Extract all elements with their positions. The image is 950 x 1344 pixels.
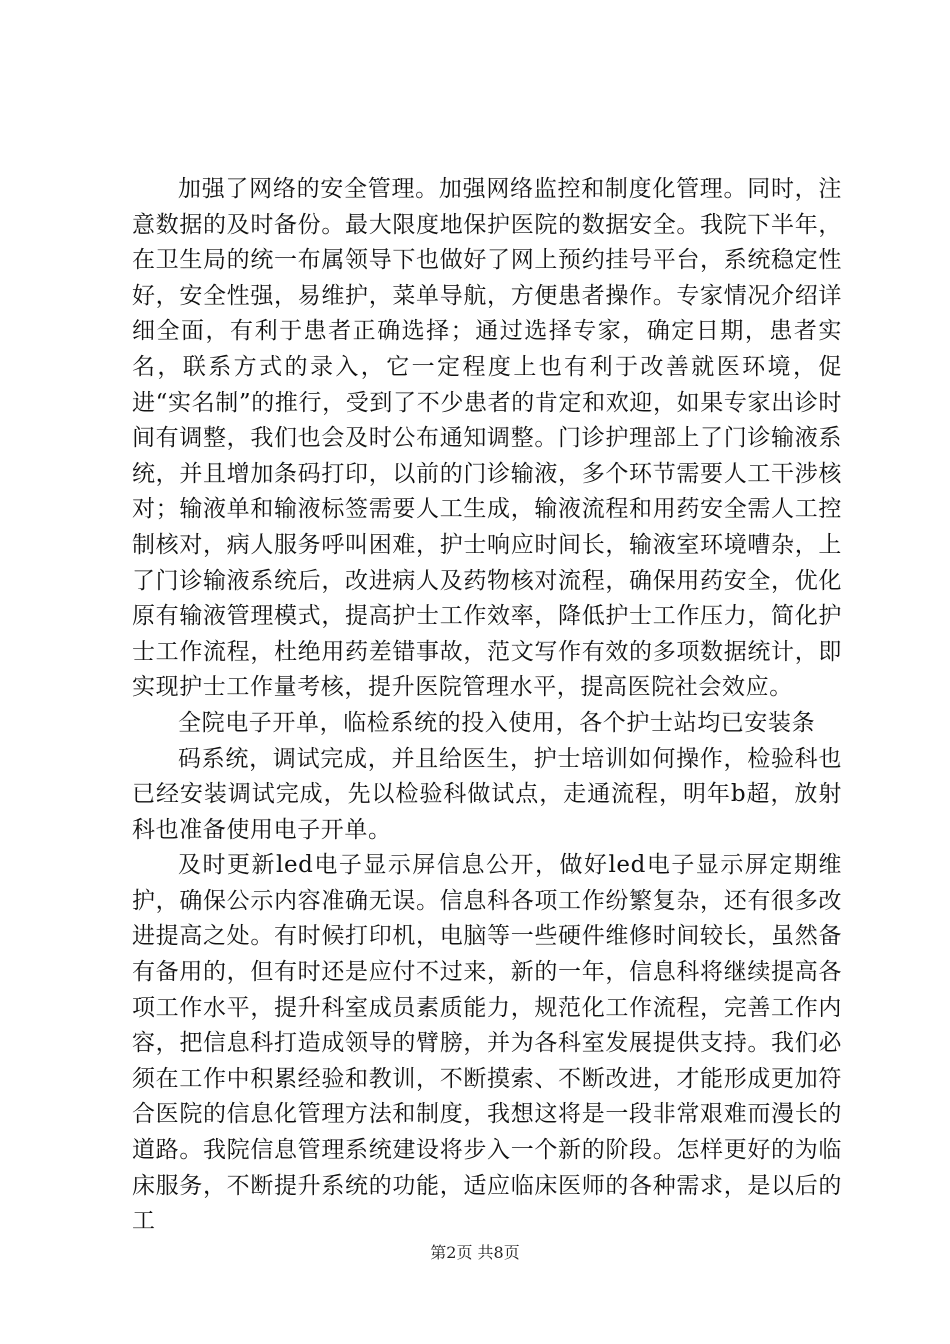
paragraph-network-security: 加强了网络的安全管理。加强网络监控和制度化管理。同时，注意数据的及时备份。最大限度地保护医院的数据安全。我院下半年，在卫生局的统一布属领导下也做好了网上预约挂号平台，系统稳定性好，安全性强，易维护，菜单导航，方便患者操作。专家情况介绍详细全面，有利于患者正确选择；通过选择专家，确定日期，患者实名，联系方式的录入，它一定程度上也有利于改善就医环境，促进“实名制”的推行，受到了不少患者的肯定和欢迎，如果专家出诊时间有调整，我们也会及时公布通知调整。门诊护理部上了门诊输液系统，并且增加条码打印，以前的门诊输液，多个环节需要人工干涉核对；输液单和输液标签需要人工生成，输液流程和用药安全需人工控制核对，病人服务呼叫困难，护士响应时间长，输液室环境嘈杂，上了门诊输液系统后，改进病人及药物核对流程，确保用药安全，优化原有输液管理模式，提高护士工作效率，降低护士工作压力，简化护士工作流程，杜绝用药差错事故，范文写作有效的多项数据统计，即实现护士工作量考核，提升医院管理水平，提高医院社会效应。 [132, 176, 842, 701]
document-body [132, 172, 842, 1240]
page-number-footer: 第2页 共8页 [430, 1243, 520, 1262]
paragraph-electronic-orders: 全院电子开单，临检系统的投入使用，各个护士站均已安装条 [178, 709, 816, 736]
paragraph-barcode-system: 码系统，调试完成，并且给医生，护士培训如何操作，检验科也已经安装调试完成，先以检验科做试点，走通流程，明年b超，放射科也准备使用电子开单。 [132, 745, 842, 843]
paragraph-led-display: 及时更新led电子显示屏信息公开，做好led电子显示屏定期维护，确保公示内容准确无误。信息科各项工作纷繁复杂，还有很多改进提高之处。有时候打印机，电脑等一些硬件维修时间较长，虽然备有备用的，但有时还是应付不过来，新的一年，信息科将继续提高各项工作水平，提升科室成员素质能力，规范化工作流程，完善工作内容，把信息科打造成领导的臂膀，并为各科室发展提供支持。我们必须在工作中积累经验和教训，不断摸索、不断改进，才能形成更加符合医院的信息化管理方法和制度，我想这将是一段非常艰难而漫长的道路。我院信息管理系统建设将步入一个新的阶段。怎样更好的为临床服务，不断提升系统的功能，适应临床医师的各种需求，是以后的工 [132, 852, 842, 1235]
